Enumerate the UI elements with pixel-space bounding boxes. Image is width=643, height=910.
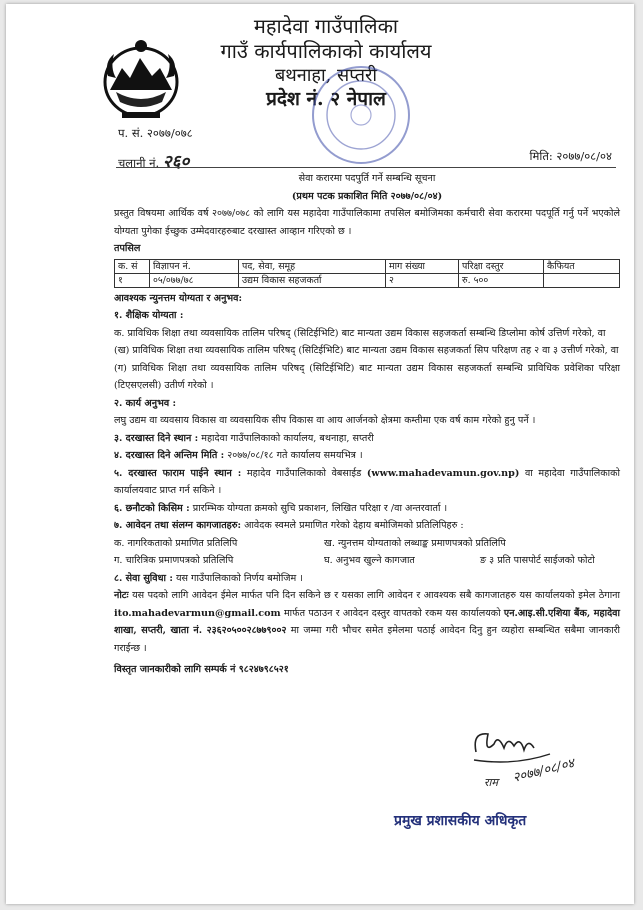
education-heading: १. शैक्षिक योग्यता : (114, 310, 184, 321)
item-label: ७. आवेदन तथा संलग्न कागजातहरु: (114, 520, 242, 531)
dispatch-label: चलानी नं. (118, 156, 160, 170)
bank-account: एन.आइ.सी.एशिया बैंक, महादेवा शाखा, सप्तरी, खाता नं. २३६२०५००२८७७९००२ (114, 607, 620, 636)
item-text: २०७७/०८/१८ गते कार्यालय समयभित्र । (224, 450, 363, 461)
item-label: ८. सेवा सुविधा : (114, 572, 173, 584)
office-seal-stamp (306, 60, 416, 170)
table-cell: २ (386, 273, 459, 287)
item-documents (114, 517, 620, 535)
qualification-heading: आवश्यक न्युनत्तम योग्यता र अनुभव: (114, 292, 243, 304)
vacancy-table (114, 259, 620, 288)
office-name: गाउँ कार्यपालिकाको कार्यालय (220, 39, 432, 63)
document-item: घ. अनुभव खुल्ने कागजात (324, 555, 415, 566)
table-cell: १ (115, 273, 150, 287)
nepal-emblem-logo (100, 32, 182, 124)
note-paragraph (114, 587, 620, 657)
document-item: ग. चारित्रिक प्रमाणपत्रको प्रतिलिपि (114, 555, 234, 566)
document-item: ख. न्युनत्तम योग्यताको लब्धाङ्क प्रमाणपत्रको प्रतिलिपि (324, 537, 506, 549)
item-label: ६. छनौटको किसिम : (114, 502, 190, 514)
table-header-cell: परिक्षा दस्तुर (459, 259, 544, 273)
province-name: प्रदेश नं. २ नेपाल (266, 88, 386, 110)
experience-text: लघु उद्यम वा व्यवसाय विकास वा व्यवसायिक सीप विकास वा आय आर्जनको क्षेत्रमा कम्तीमा एक वर्ष काम गरेको हुनु पर्ने । (114, 415, 536, 426)
table-cell: ०५/०७७/७८ (150, 273, 239, 287)
table-header-row (115, 259, 620, 273)
item-text: महादेवा गाउँपालिकाको कार्यालय, बथनाहा, सप्तरी (198, 432, 374, 444)
item-form-source (114, 465, 620, 500)
table-header-cell: क. सं (115, 259, 150, 273)
item-text: वा महादेवा गाउँपालिकाको कार्यालयवाट प्राप्त गर्न सकिने । (114, 467, 620, 496)
notice-title: सेवा करारमा पदपुर्ति गर्ने सम्बन्धि सूचना (298, 173, 436, 184)
header-divider (116, 167, 616, 168)
item-benefits (114, 570, 620, 588)
item-application-place (114, 430, 620, 448)
documents-row-2 (114, 552, 620, 570)
item-text: आवेदक स्वमले प्रमाणित गरेको देहाय बमोजिमको प्रतिलिपिहरु : (241, 520, 464, 531)
email-link[interactable]: ito.mahadevarmun@gmail.com (114, 607, 281, 619)
table-header-cell: माग संख्या (386, 259, 459, 273)
education-option-a: क. प्राविधिक शिक्षा तथा व्यवसायिक तालिम परिषद् (सिटिईभिटि) बाट मान्यता उद्यम विकास सहजकर्ता सम्बन्धि डिप्लोमा कोर्ष उत्तिर्ण गरेको, वा (114, 327, 606, 339)
dispatch-number (118, 149, 189, 172)
table-cell: रु. ५०० (459, 273, 544, 287)
document-item: क. नागरिकताको प्रमाणित प्रतिलिपि (114, 537, 238, 549)
item-text: यस गाउँपालिकाको निर्णय बमोजिम । (172, 572, 303, 584)
website-link[interactable]: (www.mahadevamun.gov.np) (366, 467, 520, 479)
item-label: ५. दरखास्त फाराम पाईने स्थान : (114, 467, 242, 479)
notice-body (114, 170, 620, 679)
signature-date-handwritten: २०७७/०८/०४ (511, 756, 576, 786)
signatory-designation: प्रमुख प्रशासकीय अधिकृत (394, 813, 527, 829)
item-text: प्रारम्भिक योग्यता क्रमको सुचि प्रकाशन, लिखित परिक्षा र /वा अन्तरवार्ता । (189, 502, 448, 514)
municipality-name: महादेवा गाउँपालिका (253, 14, 399, 38)
tapasil-heading: तपसिल (114, 243, 141, 254)
office-address: बथनाहा, सप्तरी (274, 65, 378, 86)
dispatch-value-handwritten: २६० (162, 152, 190, 172)
table-cell: उद्यम विकास सहजकर्ता (239, 273, 386, 287)
note-label: नोटः (114, 590, 129, 601)
letter-date: मिति: २०७७/०८/०४ (529, 149, 612, 163)
experience-heading: २. कार्य अनुभव : (114, 397, 177, 409)
signature-name-prefix: राम (484, 776, 498, 789)
item-last-date (114, 447, 620, 465)
item-label: ३. दरखास्त दिने स्थान : (114, 432, 199, 444)
item-label: ४. दरखास्त दिने अन्तिम मिति : (114, 450, 225, 461)
notice-intro: प्रस्तुत विषयमा आर्थिक वर्ष २०७७/०७८ को लागि यस महादेवा गाउँपालिकामा तपसिल बमोजिमका कर्मचारी सेवा करारमा पदपूर्ति गर्नु पर्ने भएकोले योग्यता पुगेका ईच्छुक उम्मेदवारहरुबाट दरखास्त आव्हान गरिएको छ । (114, 208, 621, 237)
reference-number: प. सं. २०७७/०७८ (118, 126, 193, 140)
note-text: मार्फत पठाउन र आवेदन दस्तुर वापतको रकम यस कार्यालयको (280, 607, 504, 619)
item-selection-method (114, 500, 620, 518)
contact-info: विस्तृत जानकारीको लागि सम्पर्क नं ९८२४७९८५२१ (114, 664, 289, 675)
document-item: ङ ३ प्रति पासपोर्ट साईजको फोटो (480, 555, 595, 566)
education-option-b: (ख) प्राविधिक शिक्षा तथा व्यवसायिक तालिम परिषद् (सिटिईभिटि) बाट मान्यता उद्यम विकास सहजकर्ता सिप परिक्षण तह २ वा ३ उत्तीर्ण गरेको, वा (114, 345, 619, 356)
item-text: महादेव गाउँपालिकाको वेबसाईड (241, 467, 367, 479)
handwritten-signature (454, 724, 594, 814)
note-text: यस पदको लागि आवेदन ईमेल मार्फत पनि दिन सकिने छ र यसका लागि आवेदन र आवश्यक सबै कागजातहरु यस कार्यालयको इमेल ठेगाना (128, 590, 620, 601)
table-header-cell: विज्ञापन नं. (150, 259, 239, 273)
table-cell (544, 273, 620, 287)
table-header-cell: कैफियत (544, 259, 620, 273)
document-page (6, 4, 634, 904)
notice-subtitle: (प्रथम पटक प्रकाशित मिति २०७७/०८/०४) (291, 190, 443, 202)
table-header-cell: पद, सेवा, समूह (239, 259, 386, 273)
education-option-c: (ग) प्राविधिक शिक्षा तथा व्यवसायिक तालिम परिषद् (सिटिईभिटि) बाट मान्यता उद्यम विकास सहजकर्ता सम्बन्धि प्राविधिक प्रवेशिका परिक्षा (टिएसएलसी) उतीर्ण गरेको । (114, 362, 620, 391)
documents-row-1 (114, 535, 620, 553)
table-row (115, 273, 620, 287)
note-text: मा जम्मा गरी भौचर समेत इमेलमा पठाई आवेदन दिनु हुन व्यहोरा सम्बन्धित सबैमा जानकारी गराईन्छ । (114, 625, 621, 654)
